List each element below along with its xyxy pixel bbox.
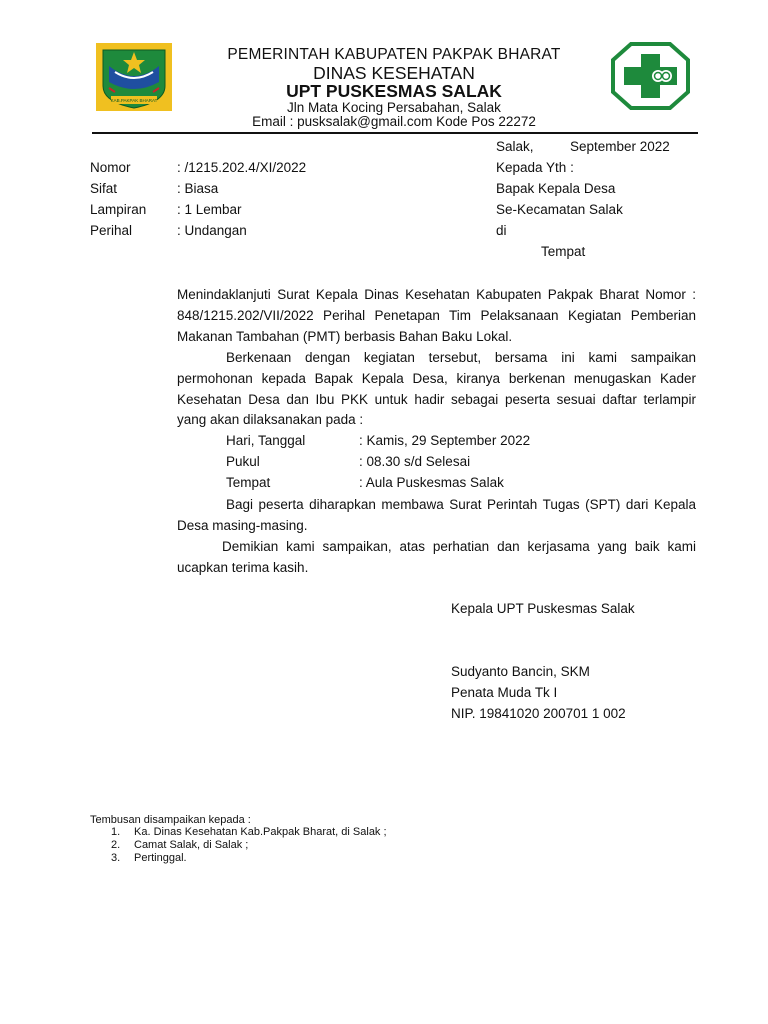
header-divider	[92, 132, 698, 134]
signature-rank: Penata Muda Tk I	[451, 685, 558, 700]
cc-item-text: Ka. Dinas Kesehatan Kab.Pakpak Bharat, di Salak ;	[134, 826, 387, 838]
detail-value: : Aula Puskesmas Salak	[359, 475, 504, 490]
place: Salak,	[496, 139, 534, 154]
detail-value: : 08.30 s/d Selesai	[359, 454, 471, 469]
cc-item-number: 1.	[111, 826, 121, 838]
meta-label-perihal: Perihal	[90, 223, 133, 238]
meta-label-nomor: Nomor	[90, 160, 131, 175]
meta-label-lampiran: Lampiran	[90, 202, 147, 217]
body-paragraph-3: Bagi peserta diharapkan membawa Surat Perintah Tugas (SPT) dari Kepala Desa masing-masing.	[177, 497, 696, 533]
meta-value-sifat: : Biasa	[177, 181, 219, 196]
meta-value-lampiran: : 1 Lembar	[177, 202, 242, 217]
cc-item-text: Camat Salak, di Salak ;	[134, 839, 249, 851]
recipient-line: di	[496, 223, 507, 238]
header-government: PEMERINTAH KABUPATEN PAKPAK BHARAT	[227, 46, 561, 63]
cc-heading: Tembusan disampaikan kepada :	[90, 814, 251, 826]
detail-value: : Kamis, 29 September 2022	[359, 433, 531, 448]
body-paragraph-4: Demikian kami sampaikan, atas perhatian dan kerjasama yang baik kami ucapkan terima kasih.	[177, 539, 696, 575]
meta-value-nomor: : /1215.202.4/XI/2022	[177, 160, 307, 175]
header-email: Email : pusksalak@gmail.com Kode Pos 22272	[252, 114, 536, 129]
detail-label: Hari, Tanggal	[226, 433, 306, 448]
cc-item-number: 2.	[111, 839, 121, 851]
signature-title: Kepala UPT Puskesmas Salak	[451, 601, 635, 616]
logo-left-text: KAB.PAKPAK BHARAT	[110, 98, 158, 103]
detail-label: Pukul	[226, 454, 260, 469]
cc-item-text: Pertinggal.	[134, 852, 187, 864]
header-address: Jln Mata Kocing Persabahan, Salak	[287, 100, 501, 115]
body-paragraph-2: Berkenaan dengan kegiatan tersebut, bersama ini kami sampaikan permohonan kepada Bapak Kepala Desa, kiranya berkenan menugaskan Kader Kesehatan Desa dan Ibu PKK untuk hadir sebagai peserta sesuai daftar terlampir yang akan dilaksanakan pada :	[177, 350, 696, 428]
signature-nip: NIP. 19841020 200701 1 002	[451, 706, 626, 721]
body-paragraph-1: Menindaklanjuti Surat Kepala Dinas Kesehatan Kabupaten Pakpak Bharat Nomor : 848/1215.202/VII/2022 Perihal Penetapan Tim Pelaksanaan Kegiatan Pemberian Makanan Tambahan (PMT) berbasis Bahan Baku Lokal.	[177, 287, 696, 344]
signature-name: Sudyanto Bancin, SKM	[451, 664, 590, 679]
detail-label: Tempat	[226, 475, 271, 490]
recipient-place: Tempat	[541, 244, 586, 259]
recipient-line: Bapak Kepala Desa	[496, 181, 616, 196]
recipient-line: Kepada Yth :	[496, 160, 574, 175]
letter-date: September 2022	[570, 139, 670, 154]
meta-value-perihal: : Undangan	[177, 223, 247, 238]
recipient-line: Se-Kecamatan Salak	[496, 202, 623, 217]
header-institution: UPT PUSKESMAS SALAK	[286, 81, 502, 101]
cc-item-number: 3.	[111, 852, 121, 864]
header-department: DINAS KESEHATAN	[313, 63, 475, 83]
meta-label-sifat: Sifat	[90, 181, 118, 196]
